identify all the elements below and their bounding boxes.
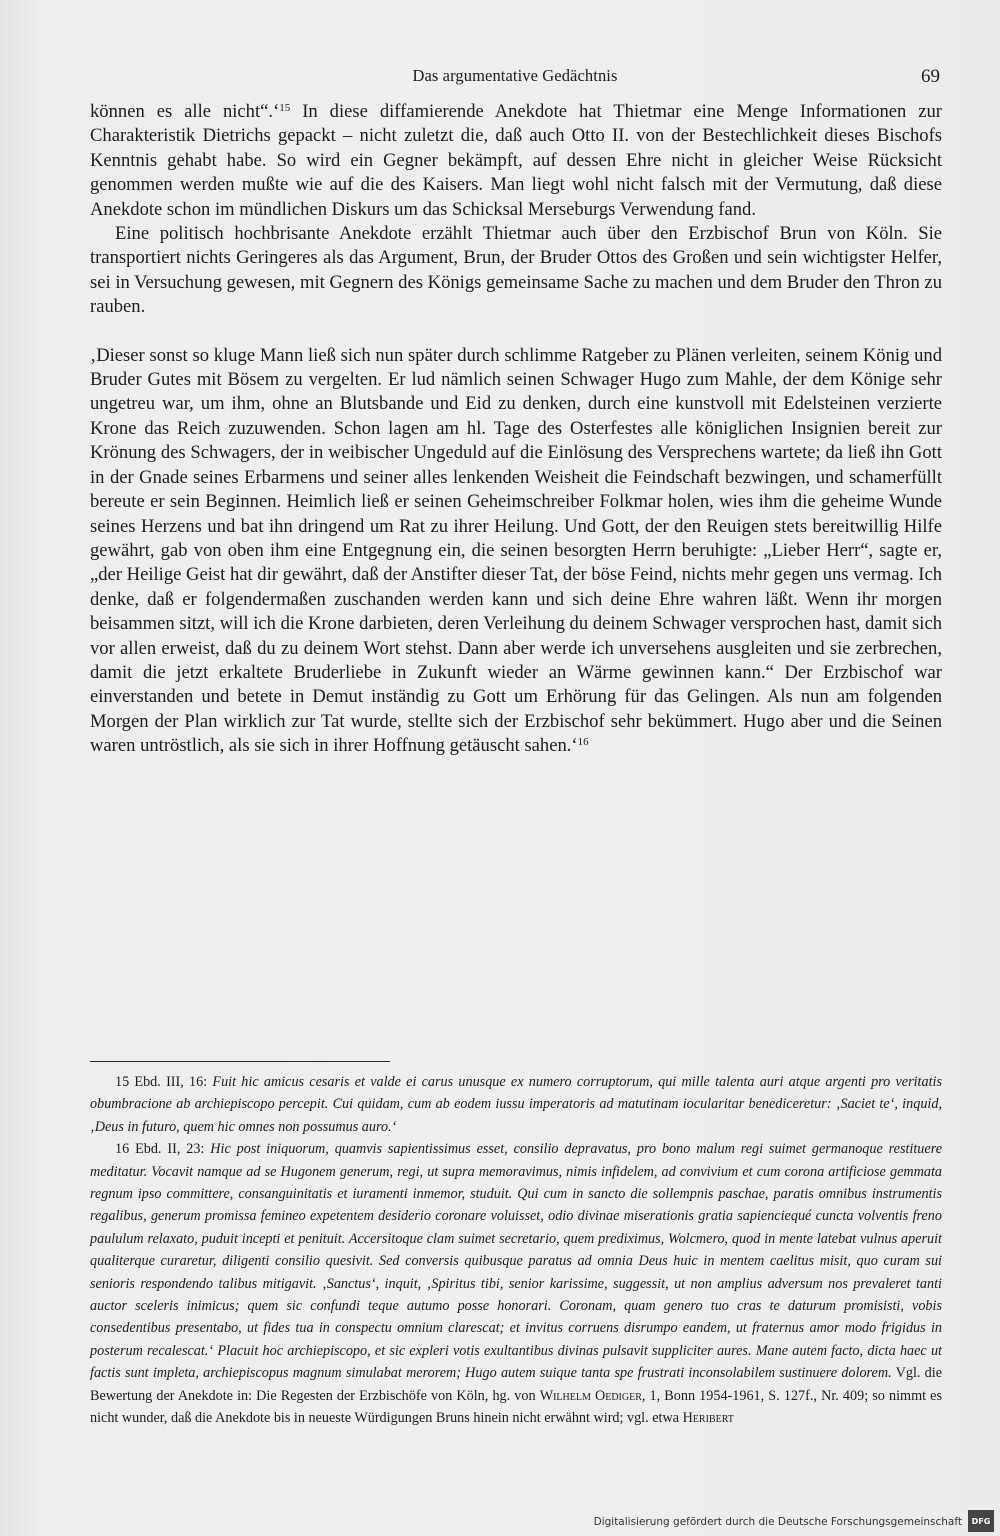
- digitization-footer: [0, 1507, 1000, 1531]
- footnote-16-reference: Ebd. II, 23:: [129, 1141, 211, 1158]
- footnote-15-reference: Ebd. III, 16:: [129, 1074, 213, 1090]
- author-name: Heribert: [682, 1410, 734, 1427]
- author-name: Wilhelm Oediger: [539, 1387, 642, 1404]
- footnote-ref-15: 15: [279, 101, 291, 114]
- paragraph-1-start: können es alle nicht“.‘: [90, 101, 280, 122]
- running-title: Das argumentative Gedächtnis: [412, 66, 618, 85]
- footnotes: [90, 1071, 942, 1430]
- paragraph-1: [90, 100, 942, 222]
- funding-note: Digitalisierung gefördert durch die Deutsche Forschungsgemeinschaft: [593, 1516, 962, 1528]
- paragraph-1-rest: In diese diffamierende Anekdote hat Thietmar eine Menge Informationen zur Charakteristik Dietrichs gepackt – nicht zuletzt die, daß auch Otto II. von der Bestechlichkeit dieses Bischofs Kenntnis gehabt habe. So wird ein Gegner bekämpft, auf dessen Ehre nicht in gleicher Weise Rücksicht genommen werden mußte wie auf die des Kaisers. Man liegt wohl nicht falsch mit der Vermutung, daß diese Anekdote schon im mündlichen Diskurs um das Schicksal Merseburgs Verwendung fand.: [90, 101, 942, 220]
- dfg-logo-icon: DFG: [968, 1510, 994, 1532]
- footnote-16: [90, 1138, 942, 1429]
- footnote-15: [90, 1071, 942, 1138]
- main-text: [90, 100, 942, 759]
- footnote-16-number: 16: [115, 1141, 130, 1158]
- footnote-ref-16: 16: [577, 736, 589, 749]
- footnote-16-latin-quote: Hic post iniquorum, quamvis sapientissimus esset, consilio depravatus, pro bono malum regi suimet germanoque restituere meditatur. Vocavit namque ad se Hugonem generum, regi, ut supra memoravimus, nimis infidelem, ad convivium et cum corona artificiose gemmata regnum ipso committere, consanguinitatis et iuramenti inmemor, studuit. Qui cum in sancto die sollempnis paschae, paratis omnibus instrumentis regalibus, generum promissa femineo expetentem desiderio coronare voluisset, odio divinae miserationis gratia sapienciequé cuncta volventis freno paululum relaxato, puduit incepti et penituit. Accersitoque clam suimet secretario, quem prediximus, Wolcmero, quod in mente latebat vulnus aperuit qualiterque curaretur, diligenti consilio quesivit. Sed conversis quibusque paratus ad omnia Deus huic in mentem caelitus misit, quo curam sui senioris respondendo talibus mitigavit. ‚Sanctus‘, inquit, ‚Spiritus tibi, senior karissime, suggessit, ut non amplius adversum nos prevaleret tanti auctor sceleris inimicus; quem sic confundi teque autumo posse honorari. Coronam, quam genero tuo cras te daturum promisisti, vobis consedentibus presentabo, ut fides tua in conspectu omnium clarescat; et invitus corruens disrumpo eandem, ut fraternus amor modo frigidus in posterum recalescat.‘ Placuit hoc archiepiscopo, et sic expleri votis exultantibus divinas pulsavit suppliciter aures. Mane autem facto, dicta haec ut factis sunt impleta, archiepiscopus magnum simulabat merorem; Hugo autem suique tanta spe frustrati inconsolabilem sustinuere dolorem.: [90, 1141, 942, 1382]
- block-quote: [90, 344, 942, 759]
- footnote-15-latin-quote: Fuit hic amicus cesaris et valde ei carus unusque ex numero corruptorum, qui mille talenta auri atque argenti pro veritatis obumbracione ab archiepiscopo percepit. Cui quidam, cum ab eodem iussu imperatoris ad matutinam iocularitar benediceretur: ‚Saciet te‘, inquid, ‚Deus in futuro, quem hic omnes non possumus auro.‘: [90, 1074, 942, 1135]
- footnote-16-commentary-cont: , 1, Bonn 1954-1961, S. 127f., Nr. 409; so nimmt es nicht wunder, daß die Anekdote bis in neueste Würdigungen Bruns hinein nicht erwähnt wird; vgl. etwa: [90, 1387, 942, 1427]
- paragraph-2: Eine politisch hochbrisante Anekdote erzählt Thietmar auch über den Erzbischof Brun von Köln. Sie transportiert nichts Geringeres als das Argument, Brun, der Bruder Ottos des Großen und sein wichtigster Helfer, sei in Versuchung gewesen, mit Gegnern des Königs gemeinsame Sache zu machen und dem Bruder den Thron zu rauben.: [90, 223, 942, 318]
- page-number: 69: [921, 66, 940, 87]
- footnote-16-commentary: Vgl. die Bewertung der Anekdote in: Die Regesten der Erzbischöfe von Köln, hg. von: [90, 1365, 943, 1404]
- footnote-15-number: 15: [115, 1074, 130, 1090]
- running-head: [90, 66, 940, 90]
- footnote-separator: [90, 1061, 390, 1062]
- block-quote-text: ‚Dieser sonst so kluge Mann ließ sich nun später durch schlimme Ratgeber zu Plänen verleiten, seinem König und Bruder Gutes mit Bösem zu vergelten. Er lud nämlich seinen Schwager Hugo zum Mahle, der dem Könige sehr ungetreu war, um ihm, ohne an Blutsbande und Eid zu denken, durch eine kunstvoll mit Edelsteinen verzierte Krone das Reich zuzuwenden. Schon lagen am hl. Tage des Osterfestes alle königlichen Insignien bereit zur Krönung des Schwagers, der in weibischer Ungeduld auf die Einlösung des Versprechens wartete; da ließ ihn Gott in der Gnade seines Erbarmens und seiner alles lenkenden Weisheit die Feindschaft bezwingen, und schamerfüllt bereute er sein Beginnen. Heimlich ließ er seinen Geheimschreiber Folkmar holen, wies ihm die geheime Wunde seines Herzens und bat ihn dringend um Rat zu ihrer Heilung. Und Gott, der den Reuigen stets bereitwillig Hilfe gewährt, gab von oben ihm eine Entgegnung ein, die seinen besorgten Herrn beruhigte: „Lieber Herr“, sagte er, „der Heilige Geist hat dir gewährt, daß der Anstifter dieser Tat, der böse Feind, nichts mehr gegen uns vermag. Ich denke, daß er folgendermaßen zuschanden werden kann und sich deine Ehre wahren läßt. Wenn ihr morgen beisammen sitzt, will ich die Krone darbieten, deren Verleihung du deinem Schwager versprochen hast, damit sich vor allen erweist, daß du zu deinem Wort stehst. Dann aber werde ich unversehens ausgleiten und sie zerbrechen, damit die jetzt erkaltete Bruderliebe in Zukunft wieder an Wärme gewinnen kann.“ Der Erzbischof war einverstanden und betete in Demut inständig zu Gott um Erhörung für das Gelingen. Als nun am folgenden Morgen der Plan wirklich zur Tat wurde, stellte sich der Erzbischof sehr bekümmert. Hugo aber und die Seinen waren untröstlich, als sie sich in ihrer Hoffnung getäuscht sahen.‘: [90, 344, 942, 757]
